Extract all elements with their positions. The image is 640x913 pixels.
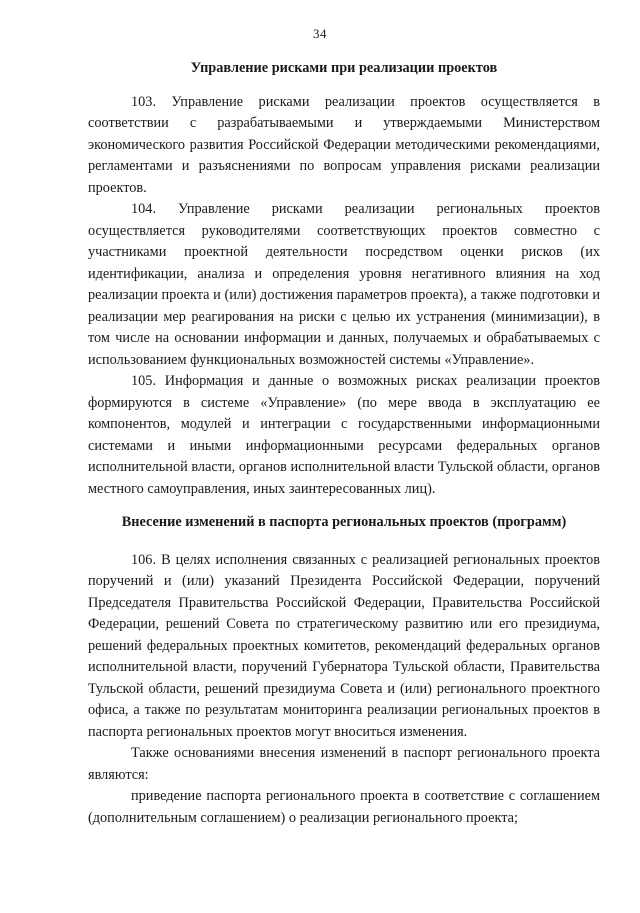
section-heading-passport-changes: Внесение изменений в паспорта региональных проектов (программ) [121,514,567,530]
paragraph-grounds-intro: Также основаниями внесения изменений в паспорт регионального проекта являются: [88,745,600,783]
paragraph-105: 105. Информация и данные о возможных рисках реализации проектов формируются в системе «Управление» (по мере ввода в эксплуатацию ее компонентов, модулей и интеграции с государственными информационными системами и иными информационными ресурсами федеральных органов исполнительной власти, органов исполнительной власти Тульской области, органов местного самоуправления, иных заинтересованных лиц). [88,373,600,497]
paragraph-106: 106. В целях исполнения связанных с реализацией региональных проектов поручений и (или) указаний Президента Российской Федерации, поручений Председателя Правительства Российской Федерации, Правительства Российской Федерации, решений Совета по стратегическому развитию или его президиума, решений федеральных проектных комитетов, рекомендаций федеральных органов исполнительной власти, поручений Губернатора Тульской области, Правительства Тульской области, решений президиума Совета и (или) регионального проектного офиса, а также по результатам мониторинга реализации региональных проектов в паспорта региональных проектов могут вноситься изменения. [88,551,600,740]
document-body [88,58,600,829]
section-heading-risk-management: Управление рисками при реализации проектов [190,60,498,76]
page-number: 34 [313,26,327,41]
paragraph-grounds-item-1: приведение паспорта регионального проекта в соответствие с соглашением (дополнительным соглашением) о реализации регионального проекта; [88,788,600,826]
paragraph-103: 103. Управление рисками реализации проектов осуществляется в соответствии с разрабатываемыми и утверждаемыми Министерством экономического развития Российской Федерации методическими рекомендациями, регламентами и разъяснениями по вопросам управления рисками реализации проектов. [88,93,600,196]
paragraph-104: 104. Управление рисками реализации региональных проектов осуществляется руководителями соответствующих проектов совместно с участниками проектной деятельности посредством оценки рисков (их идентификации, анализа и определения уровня негативного влияния на ход реализации проекта и (или) достижения параметров проекта), а также подготовки и реализации мер реагирования на риски с целью их устранения (минимизации), в том числе на основании информации и данных, получаемых и обрабатываемых с использованием функциональных возможностей системы «Управление». [88,201,600,368]
